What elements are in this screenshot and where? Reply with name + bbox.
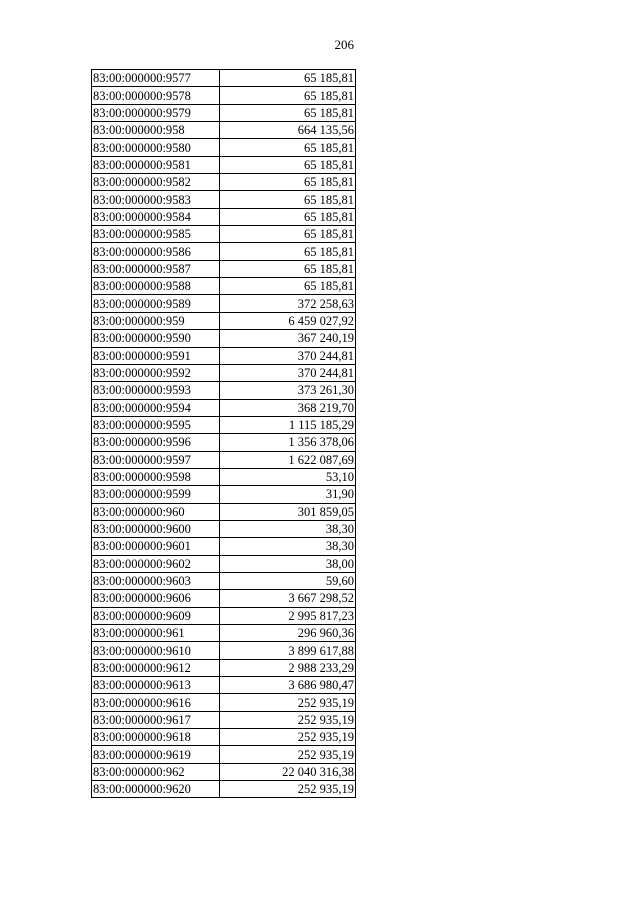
table-row	[92, 208, 356, 225]
table-row	[92, 607, 356, 624]
cadastral-value-cell: 38,30	[220, 538, 356, 555]
table-row	[92, 711, 356, 728]
cadastral-number-cell: 83:00:000000:959	[92, 312, 220, 329]
table-row	[92, 104, 356, 121]
cadastral-number-cell: 83:00:000000:9606	[92, 590, 220, 607]
cadastral-number-cell: 83:00:000000:9618	[92, 729, 220, 746]
cadastral-value-cell: 6 459 027,92	[220, 312, 356, 329]
cadastral-number-cell: 83:00:000000:960	[92, 503, 220, 520]
cadastral-value-cell: 65 185,81	[220, 243, 356, 260]
cadastral-number-cell: 83:00:000000:9612	[92, 659, 220, 676]
table-row	[92, 468, 356, 485]
cadastral-number-cell: 83:00:000000:9595	[92, 416, 220, 433]
cadastral-number-cell: 83:00:000000:9603	[92, 572, 220, 589]
table-row	[92, 156, 356, 173]
cadastral-value-cell: 65 185,81	[220, 260, 356, 277]
table-row	[92, 572, 356, 589]
cadastral-number-cell: 83:00:000000:9589	[92, 295, 220, 312]
table-row	[92, 555, 356, 572]
cadastral-number-cell: 83:00:000000:9591	[92, 347, 220, 364]
table-row	[92, 625, 356, 642]
table-row	[92, 382, 356, 399]
cadastral-value-cell: 252 935,19	[220, 694, 356, 711]
table-row	[92, 763, 356, 780]
table-row	[92, 330, 356, 347]
cadastral-value-cell: 3 667 298,52	[220, 590, 356, 607]
cadastral-number-cell: 83:00:000000:9617	[92, 711, 220, 728]
table-row	[92, 399, 356, 416]
cadastral-value-cell: 65 185,81	[220, 278, 356, 295]
table-row	[92, 520, 356, 537]
cadastral-number-cell: 83:00:000000:9620	[92, 781, 220, 798]
cadastral-value-cell: 2 988 233,29	[220, 659, 356, 676]
cadastral-number-cell: 83:00:000000:958	[92, 122, 220, 139]
table-row	[92, 243, 356, 260]
cadastral-number-cell: 83:00:000000:9580	[92, 139, 220, 156]
cadastral-number-cell: 83:00:000000:9616	[92, 694, 220, 711]
cadastral-value-cell: 38,00	[220, 555, 356, 572]
table-row	[92, 677, 356, 694]
cadastral-number-cell: 83:00:000000:9579	[92, 104, 220, 121]
cadastral-number-cell: 83:00:000000:9590	[92, 330, 220, 347]
cadastral-value-cell: 252 935,19	[220, 729, 356, 746]
table-row	[92, 295, 356, 312]
cadastral-value-cell: 38,30	[220, 520, 356, 537]
cadastral-value-cell: 65 185,81	[220, 208, 356, 225]
cadastral-number-cell: 83:00:000000:9597	[92, 451, 220, 468]
page-number: 206	[334, 37, 354, 52]
cadastral-value-cell: 53,10	[220, 468, 356, 485]
cadastral-value-cell: 370 244,81	[220, 347, 356, 364]
table-row	[92, 590, 356, 607]
table-row	[92, 642, 356, 659]
cadastral-number-cell: 83:00:000000:9583	[92, 191, 220, 208]
cadastral-value-cell: 2 995 817,23	[220, 607, 356, 624]
cadastral-value-cell: 1 115 185,29	[220, 416, 356, 433]
cadastral-value-cell: 372 258,63	[220, 295, 356, 312]
cadastral-number-cell: 83:00:000000:9578	[92, 87, 220, 104]
cadastral-value-cell: 65 185,81	[220, 156, 356, 173]
cadastral-value-cell: 65 185,81	[220, 70, 356, 87]
cadastral-number-cell: 83:00:000000:9594	[92, 399, 220, 416]
table-row	[92, 312, 356, 329]
cadastral-number-cell: 83:00:000000:9601	[92, 538, 220, 555]
table-row	[92, 538, 356, 555]
cadastral-number-cell: 83:00:000000:9598	[92, 468, 220, 485]
cadastral-value-cell: 664 135,56	[220, 122, 356, 139]
table-body	[92, 70, 356, 798]
table-row	[92, 122, 356, 139]
cadastral-value-cell: 65 185,81	[220, 139, 356, 156]
cadastre-value-table	[91, 69, 356, 798]
table-row	[92, 486, 356, 503]
cadastral-value-cell: 31,90	[220, 486, 356, 503]
table-row	[92, 364, 356, 381]
table-row	[92, 347, 356, 364]
cadastral-value-cell: 65 185,81	[220, 104, 356, 121]
cadastral-number-cell: 83:00:000000:9602	[92, 555, 220, 572]
cadastral-number-cell: 83:00:000000:962	[92, 763, 220, 780]
cadastral-value-cell: 252 935,19	[220, 781, 356, 798]
cadastral-number-cell: 83:00:000000:9588	[92, 278, 220, 295]
cadastral-number-cell: 83:00:000000:9577	[92, 70, 220, 87]
table-row	[92, 87, 356, 104]
cadastral-number-cell: 83:00:000000:9613	[92, 677, 220, 694]
table-row	[92, 729, 356, 746]
table-row	[92, 451, 356, 468]
cadastral-number-cell: 83:00:000000:9596	[92, 434, 220, 451]
table-row	[92, 260, 356, 277]
table-row	[92, 781, 356, 798]
table-row	[92, 659, 356, 676]
cadastral-value-cell: 65 185,81	[220, 174, 356, 191]
cadastral-value-cell: 367 240,19	[220, 330, 356, 347]
cadastral-value-cell: 59,60	[220, 572, 356, 589]
cadastral-value-cell: 65 185,81	[220, 191, 356, 208]
cadastral-value-cell: 65 185,81	[220, 87, 356, 104]
cadastral-number-cell: 83:00:000000:9600	[92, 520, 220, 537]
cadastral-number-cell: 83:00:000000:9587	[92, 260, 220, 277]
cadastral-value-cell: 370 244,81	[220, 364, 356, 381]
cadastral-value-cell: 22 040 316,38	[220, 763, 356, 780]
cadastral-number-cell: 83:00:000000:9585	[92, 226, 220, 243]
table-row	[92, 139, 356, 156]
cadastral-number-cell: 83:00:000000:9584	[92, 208, 220, 225]
cadastral-number-cell: 83:00:000000:9599	[92, 486, 220, 503]
cadastral-number-cell: 83:00:000000:961	[92, 625, 220, 642]
cadastral-number-cell: 83:00:000000:9581	[92, 156, 220, 173]
cadastral-value-cell: 1 356 378,06	[220, 434, 356, 451]
table-row	[92, 174, 356, 191]
cadastral-value-cell: 301 859,05	[220, 503, 356, 520]
cadastral-number-cell: 83:00:000000:9619	[92, 746, 220, 763]
cadastral-value-cell: 373 261,30	[220, 382, 356, 399]
table-row	[92, 191, 356, 208]
table-row	[92, 70, 356, 87]
cadastral-number-cell: 83:00:000000:9593	[92, 382, 220, 399]
cadastral-value-cell: 3 899 617,88	[220, 642, 356, 659]
cadastral-number-cell: 83:00:000000:9610	[92, 642, 220, 659]
cadastral-value-cell: 3 686 980,47	[220, 677, 356, 694]
cadastral-value-cell: 296 960,36	[220, 625, 356, 642]
table-row	[92, 746, 356, 763]
table-row	[92, 694, 356, 711]
table-row	[92, 226, 356, 243]
cadastral-value-cell: 252 935,19	[220, 746, 356, 763]
table-row	[92, 416, 356, 433]
cadastral-number-cell: 83:00:000000:9592	[92, 364, 220, 381]
table-row	[92, 503, 356, 520]
cadastral-number-cell: 83:00:000000:9582	[92, 174, 220, 191]
table-row	[92, 278, 356, 295]
table-row	[92, 434, 356, 451]
cadastral-number-cell: 83:00:000000:9609	[92, 607, 220, 624]
cadastral-value-cell: 252 935,19	[220, 711, 356, 728]
cadastral-value-cell: 1 622 087,69	[220, 451, 356, 468]
cadastral-number-cell: 83:00:000000:9586	[92, 243, 220, 260]
cadastral-value-cell: 65 185,81	[220, 226, 356, 243]
cadastral-value-cell: 368 219,70	[220, 399, 356, 416]
